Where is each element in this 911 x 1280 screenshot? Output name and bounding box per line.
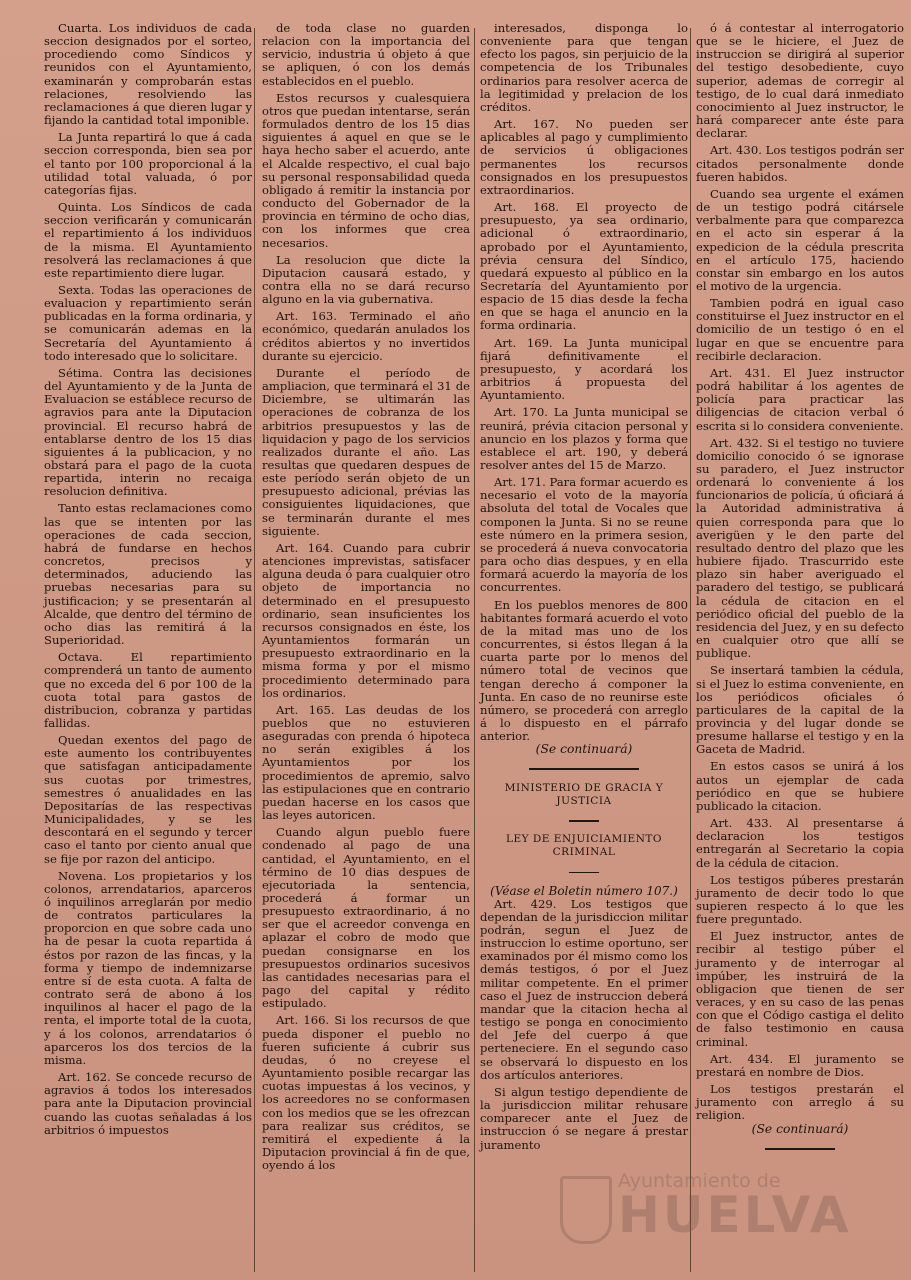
article-paragraph: Cuando algun pueblo fuere condenado al pago de una cantidad, el Ayuntamiento, en el término de 10 dias despues de ejecutoriada la sentencia, procederá á formar un presupuesto extraordinario, á no ser que el acreedor convenga en aplazar el cobro de modo que puedan consignarse en los presupuestos ordinarios sucesivos las cantidades necesarias para el pago del capital y rédito estipulado. [262, 825, 470, 1011]
column-divider [254, 28, 255, 1272]
article-paragraph: Art. 434. El juramento se prestará en nombre de Dios. [696, 1051, 904, 1079]
article-paragraph: Art. 431. El Juez instructor podrá habilitar á los agentes de policía para practicar las diligencias de citacion verbal ó escrita si lo considera conveniente. [696, 365, 904, 433]
article-paragraph: En estos casos se unirá á los autos un ejemplar de cada periódico en que se hubiere publicado la citacion. [696, 759, 904, 813]
article-paragraph: Los testigos prestarán el juramento con arreglo á su religion. [696, 1082, 904, 1123]
article-paragraph: Art. 168. El proyecto de presupuesto, ya sea ordinario, adicional ó extraordinario, aprobado por el Ayuntamiento, prévia censura del Síndico, quedará expuesto al público en la Secretaría del Ayuntamiento por espacio de 15 dias desde la fecha en que se haga el anuncio en la forma ordinaria. [480, 200, 688, 333]
column-divider [474, 28, 475, 1272]
article-paragraph: Octava. El repartimiento comprenderá un tanto de aumento que no exceda del 6 por 100 de la cuota total para gastos de distribucion, cobranza y partidas fallidas. [44, 650, 252, 730]
separator-rule [480, 865, 688, 878]
article-paragraph: Art. 166. Si los recursos de que pueda disponer el pueblo no fueren suficiente á cubrir sus deudas, ó no creyese el Ayuntamiento posible recargar las cuotas impuestas á los vecinos, y los acreedores no se conformasen con los medios que se les ofrezcan para realizar sus créditos, se remitirá el expediente á la Diputacion provincial á fin de que, oyendo á los [262, 1013, 470, 1173]
continued-note: (Se continuará) [535, 742, 633, 757]
article-paragraph: Tambien podrá en igual caso constituirse el Juez instructor en el domicilio de un testigo ó en el lugar en que se encuentre para recibirle declaracion. [696, 296, 904, 363]
separator-rule [480, 814, 688, 827]
article-paragraph: Art. 167. No pueden ser aplicables al pago y cumplimiento de servicios ú obligaciones permanentes los recursos consignados en los presupuestos extraordinarios. [480, 117, 688, 197]
article-paragraph: Art. 170. La Junta municipal se reunirá, prévia citacion personal y anuncio en los plazos y forma que establece el art. 190, y deberá resolver antes del 15 de Marzo. [480, 405, 688, 472]
article-paragraph: Si algun testigo dependiente de la jurisdiccion militar rehusare comparecer ante el Juez de instruccion ó se negare á prestar juramento [480, 1084, 688, 1152]
continued-note: (Se continuará) [751, 1121, 849, 1136]
article-paragraph: Art. 169. La Junta municipal fijará definitivamente el presupuesto, y acordará los arbitrios á propuesta del Ayuntamiento. [480, 335, 688, 403]
article-paragraph: El Juez instructor, antes de recibir al testigo púber el juramento y de interrogar al impúber, les instruirá de la obligacion que tienen de ser veraces, y en su caso de las penas con que el Código castiga el delito de falso testimonio en causa criminal. [696, 929, 904, 1049]
article-paragraph: Art. 433. Al presentarse á declaracion los testigos entregarán al Secretario la copia de la cédula de citacion. [696, 816, 904, 870]
article-paragraph: interesados, disponga lo conveniente para que tengan efecto los pagos, sin perjuicio de la competencia de los Tribunales ordinarios para resolver acerca de la legitimidad y prelacion de los créditos. [480, 21, 688, 114]
article-paragraph: Cuarta. Los individuos de cada seccion designados por el sorteo, procediendo como Síndicos y reunidos con el Ayuntamiento, examinarán y comprobarán estas relaciones, resolviendo las reclamaciones á que dieren lugar y fijando la cantidad total imponible. [44, 21, 252, 128]
article-paragraph: Quinta. Los Síndicos de cada seccion verificarán y comunicarán el repartimiento á los individuos de la misma. El Ayuntamiento resolverá las reclamaciones á que este repartimiento diere lugar. [44, 200, 252, 280]
article-paragraph: Sexta. Todas las operaciones de evaluacion y repartimiento serán publicadas en la forma ordinaria, y se comunicarán ademas en la Secretaría del Ayuntamiento á todo interesado que lo solicitare. [44, 282, 252, 363]
watermark-small-text: Ayuntamiento de [618, 1170, 781, 1192]
bulletin-reference: (Véase el Boletin número 107.) [490, 883, 678, 898]
article-paragraph: Art. 164. Cuando para cubrir atenciones imprevistas, satisfacer alguna deuda ó para cualquier otro objeto de importancia no determinado en el presupuesto ordinario, sean insuficientes los recursos consignados en éste, los Ayuntamientos formarán un presupuesto extraordinario en la misma forma y por el mismo procedimiento determinado para los ordinarios. [262, 540, 470, 700]
article-paragraph: La Junta repartirá lo que á cada seccion corresponda, bien sea por el tanto por 100 proporcional á la utilidad total valuada, ó por categorías fijas. [44, 130, 252, 197]
article-paragraph: ó á contestar al interrogatorio que se le hiciere, el Juez de instruccion se dirigirá al superior del testigo desobediente, cuyo superior, ademas de corregir al testigo, de lo cual dará inmediato conocimiento al Juez instructor, le hará comparecer ante éste para declarar. [696, 21, 904, 141]
article-paragraph: Cuando sea urgente el exámen de un testigo podrá citársele verbalmente para que comparezca en el acto sin esperar á la expedicion de la cédula prescrita en el artículo 175, haciendo constar sin embargo en los autos el motivo de la urgencia. [696, 186, 904, 293]
article-paragraph: Art. 430. Los testigos podrán ser citados personalmente donde fueren habidos. [696, 143, 904, 184]
article-paragraph: Los testigos púberes prestarán juramento de decir todo lo que supieren respecto á lo que les fuere preguntado. [696, 872, 904, 927]
article-paragraph: Se insertará tambien la cédula, si el Juez lo estima conveniente, en los periódicos oficiales ó particulares de la capital de la provincia y del lugar donde se presume hallarse el testigo y en la Gaceta de Madrid. [696, 663, 904, 757]
shield-icon [560, 1176, 612, 1244]
column-1 [44, 22, 252, 1137]
article-paragraph: Art. 163. Terminado el año económico, quedarán anulados los créditos abiertos y no invertidos durante su ejercicio. [262, 309, 470, 363]
article-paragraph: Art. 429. Los testigos que dependan de la jurisdiccion militar podrán, segun el Juez de instruccion lo estime oportuno, ser examinados por él mismo como los demás testigos, ó por el Juez militar competente. En el primer caso el Juez de instruccion deberá mandar que la citacion hecha al testigo se ponga en conocimiento del Jefe del cuerpo á que perteneciere. En el segundo caso se observará lo dispuesto en los dos artículos anteriores. [480, 896, 688, 1082]
article-paragraph: Estos recursos y cualesquiera otros que puedan intentarse, serán formulados dentro de los 15 dias siguientes á aquel en que se le haya hecho saber el acuerdo, ante el Alcalde respectivo, el cual bajo su personal responsabilidad queda obligado á remitir la instancia por conducto del Gobernador de la provincia en término de ocho dias, con los informes que crea necesarios. [262, 90, 470, 250]
article-paragraph: La resolucion que dicte la Diputacion causará estado, y contra ella no se dará recurso alguno en la via gubernativa. [262, 252, 470, 307]
column-2 [262, 22, 470, 1172]
ministry-heading: MINISTERIO DE GRACIA Y JUSTICIA [504, 781, 664, 807]
article-paragraph: Art. 432. Si el testigo no tuviere domicilio conocido ó se ignorase su paradero, el Juez instructor ordenará lo conveniente á los funcionarios de policía, ú oficiará á la Autoridad administrativa á quien corresponda para que lo averigüen y le den parte del resultado dentro del plazo que les hubiere fijado. Trascurrido este plazo sin haber averiguado el paradero del testigo, se publicará la cédula de citacion en el periódico oficial del pueblo de la residencia del Juez, y en su defecto en cualquier otro que allí se publique. [696, 435, 904, 661]
article-paragraph: Durante el período de ampliacion, que terminará el 31 de Diciembre, se ultimarán las operaciones de cobranza de los arbitrios presupuestos y las de liquidacion y pago de los servicios realizados durante el año. Las resultas que quedaren despues de este período serán objeto de un presupuesto adicional, prévias las consiguientes liquidaciones, que se terminarán durante el mes siguiente. [262, 365, 470, 538]
separator-rule [696, 1142, 904, 1155]
archive-watermark-logo [560, 1170, 852, 1250]
separator-rule [480, 762, 688, 775]
article-paragraph: de toda clase no guarden relacion con la importancia del servicio, industria ú objeto á que se apliquen, ó con los demás establecidos en el pueblo. [262, 21, 470, 88]
column-4 [696, 22, 904, 1161]
column-3 [480, 22, 688, 1152]
article-paragraph: Tanto estas reclamaciones como las que se intenten por las operaciones de cada seccion, habrá de fundarse en hechos concretos, precisos y determinados, aduciendo las pruebas necesarias para su justificacion; y se presentarán al Alcalde, que dentro del término de ocho dias las remitirá á la Superioridad. [44, 501, 252, 648]
article-paragraph: Art. 171. Para formar acuerdo es necesario el voto de la mayoría absoluta del total de Vocales que componen la Junta. Si no se reune este número en la primera sesion, se procederá á nueva convocatoria para ocho dias despues, y en ella formará acuerdo la mayoría de los concurrentes. [480, 475, 688, 595]
article-paragraph: Novena. Los propietarios y los colonos, arrendatarios, aparceros ó inquilinos arreglarán por medio de contratos particulares la proporcion en que sobre cada uno ha de pesar la cuota repartida á éstos por razon de las fincas, y la forma y tiempo de indemnizarse entre sí de esta cuota. A falta de contrato será de abono á los inquilinos al hacer el pago de la renta, el importe total de la cuota, y á los colonos, arrendatarios ó aparceros los dos tercios de la misma. [44, 868, 252, 1067]
article-paragraph: Art. 165. Las deudas de los pueblos que no estuvieren aseguradas con prenda ó hipoteca no serán exigibles á los Ayuntamientos por los procedimientos de apremio, salvo las estipulaciones que en contrario puedan hacerse en los casos que las leyes autoricen. [262, 702, 470, 823]
law-heading: LEY DE ENJUICIAMIENTO CRIMINAL [505, 833, 662, 859]
article-paragraph: Quedan exentos del pago de este aumento los contribuyentes que satisfagan anticipadamente sus cuotas por trimestres, semestres ó anualidades en las Depositarías de las respectivas Municipalidades, y se les descontará en el segundo y tercer caso el tanto por ciento anual que se fije por razon del anticipo. [44, 733, 252, 866]
watermark-big-text: HUELVA [618, 1186, 852, 1244]
article-paragraph: Art. 162. Se concede recurso de agravios á todos los interesados para ante la Diputacion provincial cuando las cuotas señaladas á los arbitrios ó impuestos [44, 1070, 252, 1137]
article-paragraph: En los pueblos menores de 800 habitantes formará acuerdo el voto de la mitad mas uno de los concurrentes, si éstos llegan á la cuarta parte por lo menos del número total de vecinos que tengan derecho á componer la Junta. En caso de no reunirse este número, se procederá con arreglo á lo dispuesto en el párrafo anterior. [480, 597, 688, 744]
article-paragraph: Sétima. Contra las decisiones del Ayuntamiento y de la Junta de Evaluacion se estáblece recurso de agravios para ante la Diputacion provincial. El recurso habrá de entablarse dentro de los 15 dias siguientes á la publicacion, y no obstará para el pago de la cuota repartida, interin no recaiga resolucion definitiva. [44, 365, 252, 499]
column-divider [690, 28, 691, 1272]
